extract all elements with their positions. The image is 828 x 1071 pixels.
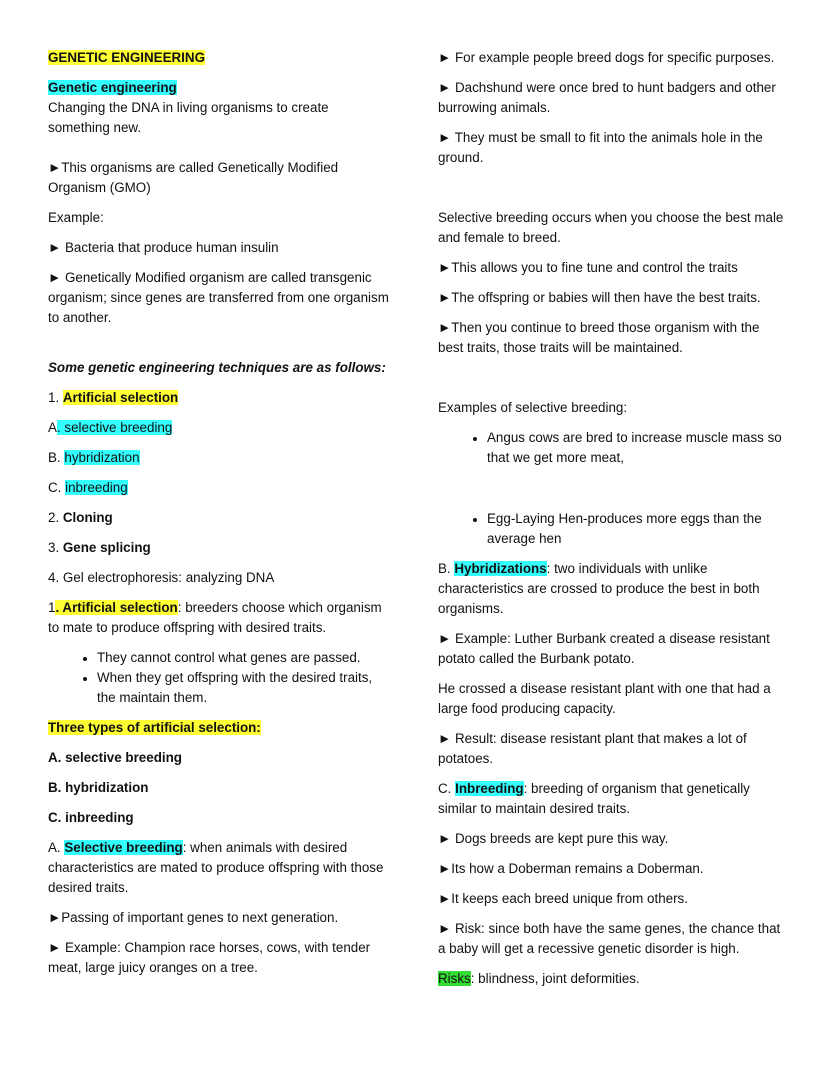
hy-crossed: He crossed a disease resistant plant with one that had a large food producing capacity. [438,681,771,716]
small-note: ► They must be small to fit into the animals hole in the ground. [438,130,763,165]
example-label: Example: [48,210,104,225]
ib-dogs: ► Dogs breeds are kept pure this way. [438,831,669,846]
sb-occurs: Selective breeding occurs when you choose the best male and female to breed. [438,210,784,245]
dachshund-note: ► Dachshund were once bred to hunt badgers and other burrowing animals. [438,80,776,115]
technique-b: B. hybridization [48,450,140,465]
ib-doberman: ►Its how a Doberman remains a Doberman. [438,861,704,876]
examples-label: Examples of selective breeding: [438,400,628,415]
hy-result: ► Result: disease resistant plant that makes a lot of potatoes. [438,731,747,766]
hybridization-def: B. Hybridizations: two individuals with unlike characteristics are crossed to produce the best in both organisms. [438,561,760,616]
bullet-transgenic: ► Genetically Modified organism are called transgenic organism; since genes are transferred from one organism to another. [48,270,389,325]
techniques-heading: Some genetic engineering techniques are as follows: [48,360,386,375]
dogs-note: ► For example people breed dogs for specific purposes. [438,50,775,65]
list-item: • When they get offspring with the desired traits, the maintain them. [97,668,393,708]
artificial-selection-def: 1. Artificial selection: breeders choose which organism to mate to produce offspring with desired traits. [48,600,382,635]
artificial-selection-bullets [48,648,393,708]
three-types-heading: Three types of artificial selection: [48,720,261,735]
sb-genes: ►Passing of important genes to next generation. [48,910,339,925]
list-item: • Egg-Laying Hen-produces more eggs than the average hen [487,509,788,549]
right-column [438,48,788,989]
type-a: A. selective breeding [48,750,182,765]
ge-heading: Genetic engineering [48,80,177,95]
type-c: C. inbreeding [48,810,134,825]
list-item: • Angus cows are bred to increase muscle mass so that we get more meat, [487,428,788,468]
selective-breeding-def: A. Selective breeding: when animals with desired characteristics are mated to produce offspring with those desired traits. [48,840,384,895]
doc-title: GENETIC ENGINEERING [48,50,205,65]
technique-1: 1. Artificial selection [48,390,179,405]
gmo-note: ►This organisms are called Genetically Modified Organism (GMO) [48,160,339,195]
bullet-insulin: ► Bacteria that produce human insulin [48,240,279,255]
continue-note: ►Then you continue to breed those organism with the best traits, those traits will be maintained. [438,320,760,355]
list-item: • They cannot control what genes are passed. [97,648,393,668]
left-column [48,48,393,978]
ib-unique: ►It keeps each breed unique from others. [438,891,688,906]
technique-c: C. inbreeding [48,480,128,495]
technique-3: 3. Gene splicing [48,540,151,555]
risks-note: Risks: blindness, joint deformities. [438,971,640,986]
offspring-note: ►The offspring or babies will then have the best traits. [438,290,761,305]
type-b: B. hybridization [48,780,149,795]
ge-definition: Changing the DNA in living organisms to create something new. [48,100,329,135]
technique-2: 2. Cloning [48,510,113,525]
technique-4: 4. Gel electrophoresis: analyzing DNA [48,570,275,585]
inbreeding-def: C. Inbreeding: breeding of organism that genetically similar to maintain desired traits. [438,781,750,816]
examples-list [438,428,788,549]
fine-tune-note: ►This allows you to fine tune and control the traits [438,260,738,275]
sb-example: ► Example: Champion race horses, cows, with tender meat, large juicy oranges on a tree. [48,940,371,975]
technique-a: A. selective breeding [48,420,173,435]
ib-risk: ► Risk: since both have the same genes, the chance that a baby will get a recessive genetic disorder is high. [438,921,781,956]
hy-example: ► Example: Luther Burbank created a disease resistant potato called the Burbank potato. [438,631,770,666]
